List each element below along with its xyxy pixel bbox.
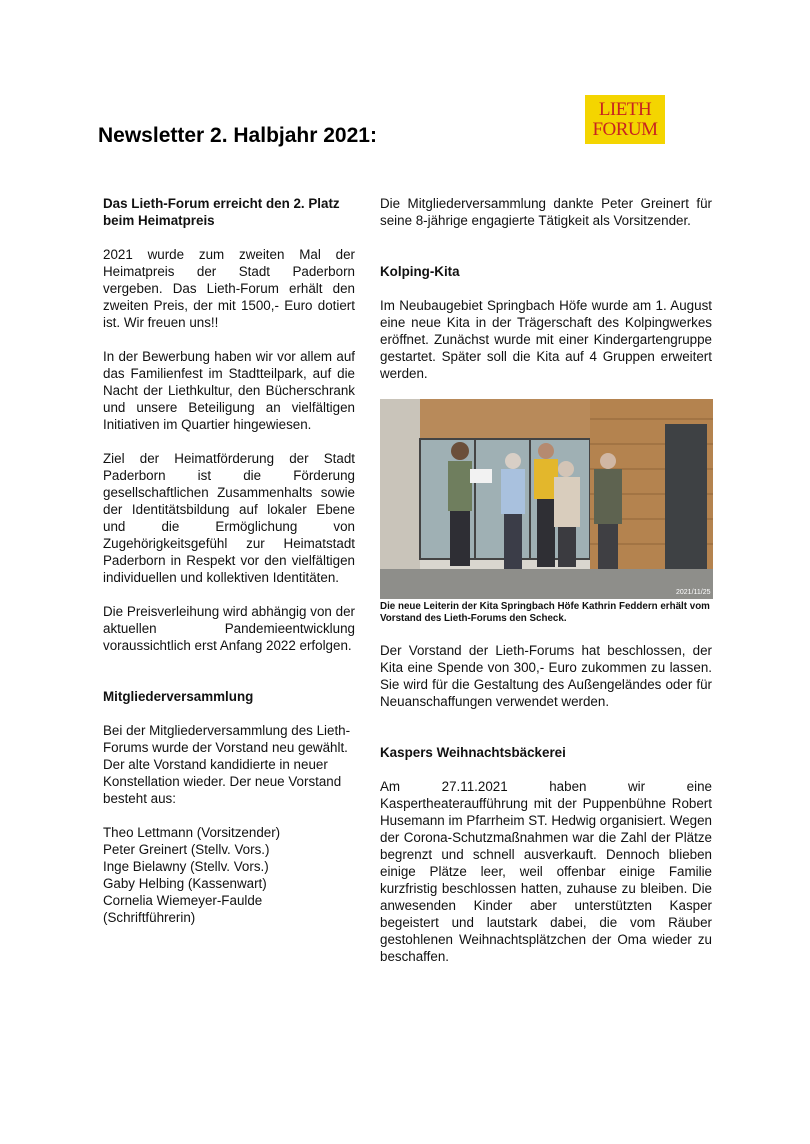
logo-line-1: LIETH [598, 98, 652, 120]
lieth-forum-logo [585, 95, 665, 144]
paragraph-heimatpreis-2: In der Bewerbung haben wir vor allem auf das Familienfest im Stadtteilpark, auf die Nacht der Liethkultur, den Bücherschrank und unsere Beteiligung an vielfältigen Initiativen im Quartier hingewiesen. [103, 349, 355, 432]
heading-kaspers-weihnachtsbaeckerei: Kaspers Weihnachtsbäckerei [380, 745, 566, 760]
group-photo [380, 399, 713, 599]
paragraph-heimatpreis-1: 2021 wurde zum zweiten Mal der Heimatpreis der Stadt Paderborn vergeben. Das Lieth-Forum erhält den zweiten Preis, der mit 1500,- Euro dotiert ist. Wir freuen uns!! [103, 247, 355, 330]
left-column [103, 195, 355, 926]
heading-mitgliederversammlung: Mitgliederversammlung [103, 689, 254, 704]
board-member: Peter Greinert (Stellv. Vors.) [103, 842, 270, 857]
right-column [380, 195, 712, 982]
board-member: Inge Bielawny (Stellv. Vors.) [103, 859, 269, 874]
board-list [103, 824, 355, 926]
paragraph-dank: Die Mitgliederversammlung dankte Peter Greinert für seine 8-jährige engagierte Tätigkeit als Vorsitzender. [380, 196, 712, 228]
board-member: Theo Lettmann (Vorsitzender) [103, 825, 281, 840]
newsletter-title: Newsletter 2. Halbjahr 2021: [98, 124, 377, 147]
paragraph-kita-1: Im Neubaugebiet Springbach Höfe wurde am 1. August eine neue Kita in der Trägerschaft des Kolpingwerkes eröffnet. Zunächst wurde mit einer Kindergartengruppe gestartet. Später soll die Kita auf 4 Gruppen erweitert werden. [380, 298, 712, 381]
logo-line-2: FORUM [592, 118, 658, 140]
paragraph-kita-2: Der Vorstand der Lieth-Forums hat beschlossen, der Kita eine Spende von 300,- Euro zukommen zu lassen. Sie wird für die Gestaltung des Außengeländes oder für Neuanschaffungen verwendet werden. [380, 643, 712, 709]
board-member: (Schriftführerin) [103, 910, 196, 925]
photo-caption: Die neue Leiterin der Kita Springbach Höfe Kathrin Feddern erhält vom Vorstand des Lieth-Forums den Scheck. [380, 601, 710, 624]
heading-kolping-kita: Kolping-Kita [380, 264, 460, 279]
paragraph-heimatpreis-4: Die Preisverleihung wird abhängig von der aktuellen Pandemieentwicklung voraussichtlich erst Anfang 2022 erfolgen. [103, 604, 355, 653]
paragraph-heimatpreis-3: Ziel der Heimatförderung der Stadt Paderborn ist die Förderung gesellschaftlichen Zusammenhalts sowie der Identitätsbildung auf lokaler Ebene und die Ermöglichung von Zugehörigkeitsgefühl zur Heimatstadt Paderborn in Respekt vor den vielfältigen individuellen und kollektiven Identitäten. [103, 451, 355, 585]
board-member: Cornelia Wiemeyer-Faulde [103, 893, 263, 908]
paragraph-kasper: Am 27.11.2021 haben wir eine Kaspertheateraufführung mit der Puppenbühne Robert Husemann im Pfarrheim ST. Hedwig organisiert. Wegen der Corona-Schutzmaßnahmen war die Zahl der Plätze begrenzt und schnell ausverkauft. Dennoch blieben einige Plätze leer, weil offenbar einige Familie kurzfristig beschlossen hatten, zuhause zu bleiben. Die anwesenden Kinder aber unterstützten Kasper begeistert und lautstark dabei, die vom Räuber gestohlenen Weihnachtsplätzchen der Oma wieder zu beschaffen. [380, 779, 712, 964]
board-member: Gaby Helbing (Kassenwart) [103, 876, 267, 891]
paragraph-mitgliederversammlung: Bei der Mitgliederversammlung des Lieth-Forums wurde der Vorstand neu gewählt. Der alte Vorstand kandidierte in neuer Konstellation wieder. Der neue Vorstand besteht aus: [103, 723, 351, 806]
heading-heimatpreis: Das Lieth-Forum erreicht den 2. Platz beim Heimatpreis [103, 196, 340, 228]
photo-date-stamp: 2021/11/25 [676, 589, 711, 596]
